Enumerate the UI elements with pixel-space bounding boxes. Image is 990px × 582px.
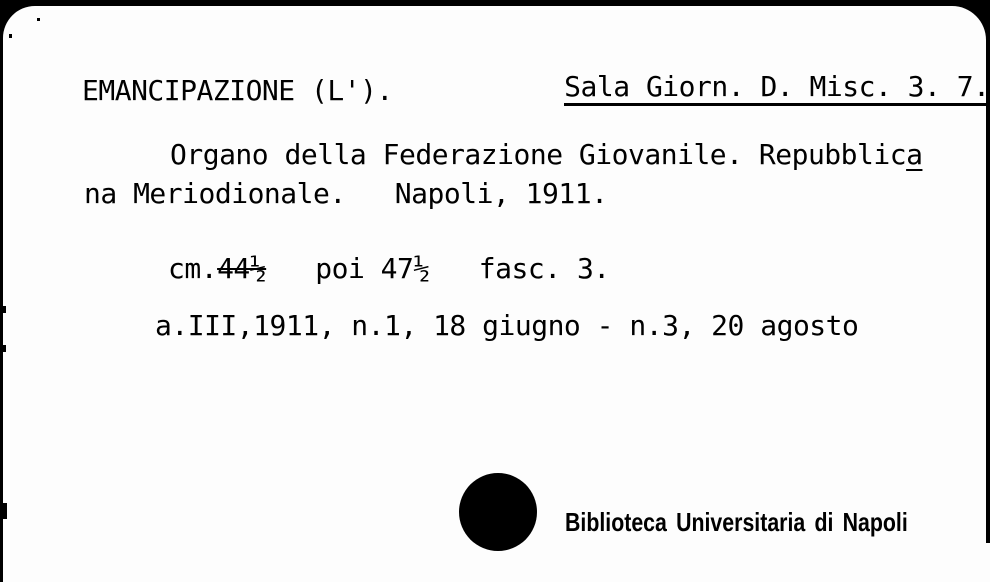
scan-edge-mark: [3, 306, 6, 313]
description-hyphenation-mark: a: [906, 138, 923, 171]
library-stamp-circle: [459, 473, 537, 551]
library-stamp-text: Biblioteca Universitaria di Napoli: [565, 507, 908, 537]
catalog-card: [3, 6, 990, 582]
collation-line: [168, 252, 610, 285]
scan-edge-mark: [3, 345, 6, 352]
description-line-1-text: Organo della Federazione Giovanile. Repubblic: [170, 138, 907, 171]
collation-rest: poi 47½ fasc. 3.: [266, 252, 610, 285]
holdings-line: a.III,1911, n.1, 18 giugno - n.3, 20 agosto: [155, 309, 859, 342]
shelfmark-text: Sala Giorn. D. Misc. 3. 7.: [564, 70, 989, 106]
scan-edge-gap: [983, 543, 990, 582]
collation-prefix: cm.: [168, 252, 218, 285]
scan-speck: [9, 34, 12, 38]
scan-edge-mark: [3, 503, 7, 519]
scan-speck: [37, 18, 40, 21]
card-title: EMANCIPAZIONE (L').: [82, 74, 393, 107]
shelfmark-line: [466, 37, 989, 139]
description-line-1: [170, 138, 922, 171]
collation-struck-value: 44½: [217, 252, 267, 285]
description-line-2: na Meriodionale. Napoli, 1911.: [84, 177, 608, 210]
